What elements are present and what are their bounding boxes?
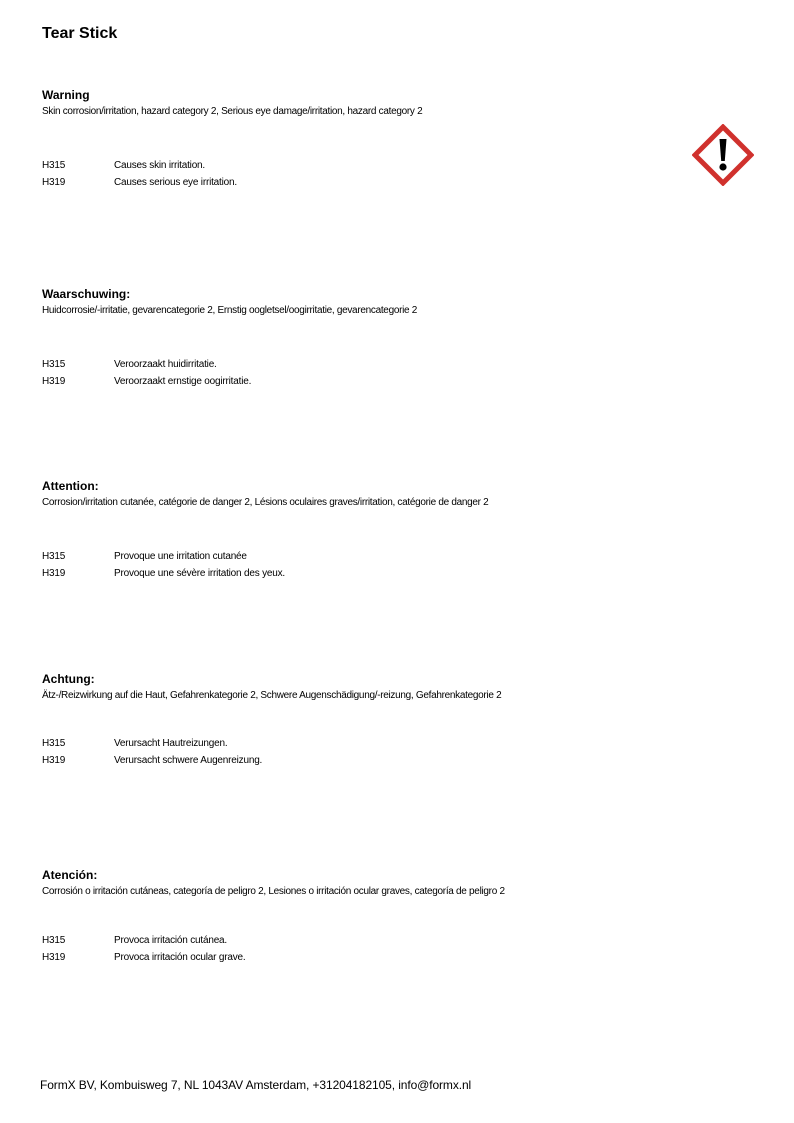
hazard-statement [42,174,682,191]
hazard-code: H315 [42,738,66,749]
signal-word: Warning [42,88,90,102]
hazard-text: Verursacht Hautreizungen. [114,738,228,749]
hazard-statement [42,157,682,174]
hazard-code: H315 [42,160,66,171]
hazard-statement [42,548,682,565]
hazard-code: H319 [42,177,66,188]
hazard-text: Provoca irritación ocular grave. [114,952,246,963]
hazard-statement [42,932,682,949]
hazard-statement-list [42,932,682,966]
hazard-section-nl [42,287,682,390]
hazard-text: Veroorzaakt ernstige oogirritatie. [114,376,252,387]
hazard-classification: Ätz-/Reizwirkung auf die Haut, Gefahrenkategorie 2, Schwere Augenschädigung/-reizung, Gefahrenkategorie 2 [42,690,502,701]
hazard-code: H319 [42,952,66,963]
hazard-statement [42,373,682,390]
hazard-code: H315 [42,551,66,562]
document-title: Tear Stick [42,25,118,42]
hazard-statement-list [42,735,682,769]
hazard-statement-list [42,356,682,390]
hazard-text: Provoque une sévère irritation des yeux. [114,568,285,579]
hazard-statement [42,565,682,582]
hazard-text: Provoque une irritation cutanée [114,551,247,562]
hazard-code: H319 [42,755,66,766]
hazard-statement-list [42,157,682,191]
hazard-classification: Huidcorrosie/-irritatie, gevarencategorie 2, Ernstig oogletsel/oogirritatie, gevarencategorie 2 [42,305,418,316]
signal-word: Atención: [42,868,98,882]
hazard-code: H319 [42,568,66,579]
signal-word: Waarschuwing: [42,287,131,301]
hazard-section-es [42,868,682,966]
hazard-code: H315 [42,359,66,370]
hazard-text: Verursacht schwere Augenreizung. [114,755,263,766]
hazard-statement [42,735,682,752]
company-footer: FormX BV, Kombuisweg 7, NL 1043AV Amsterdam, +31204182105, info@formx.nl [40,1078,472,1092]
hazard-statement-list [42,548,682,582]
signal-word: Achtung: [42,672,95,686]
hazard-code: H315 [42,935,66,946]
signal-word: Attention: [42,479,99,493]
hazard-classification: Corrosión o irritación cutáneas, categoría de peligro 2, Lesiones o irritación ocular graves, categoría de peligro 2 [42,886,505,897]
hazard-statement [42,752,682,769]
hazard-statement [42,356,682,373]
hazard-section-en [42,88,682,191]
hazard-section-fr [42,479,682,582]
exclamation-mark-hazard-icon [692,124,754,186]
hazard-classification: Corrosion/irritation cutanée, catégorie de danger 2, Lésions oculaires graves/irritation, catégorie de danger 2 [42,497,489,508]
hazard-text: Provoca irritación cutánea. [114,935,227,946]
hazard-section-de [42,672,682,769]
hazard-text: Causes skin irritation. [114,160,205,171]
hazard-text: Veroorzaakt huidirritatie. [114,359,217,370]
hazard-classification: Skin corrosion/irritation, hazard category 2, Serious eye damage/irritation, hazard category 2 [42,106,423,117]
hazard-code: H319 [42,376,66,387]
hazard-text: Causes serious eye irritation. [114,177,237,188]
hazard-statement [42,949,682,966]
